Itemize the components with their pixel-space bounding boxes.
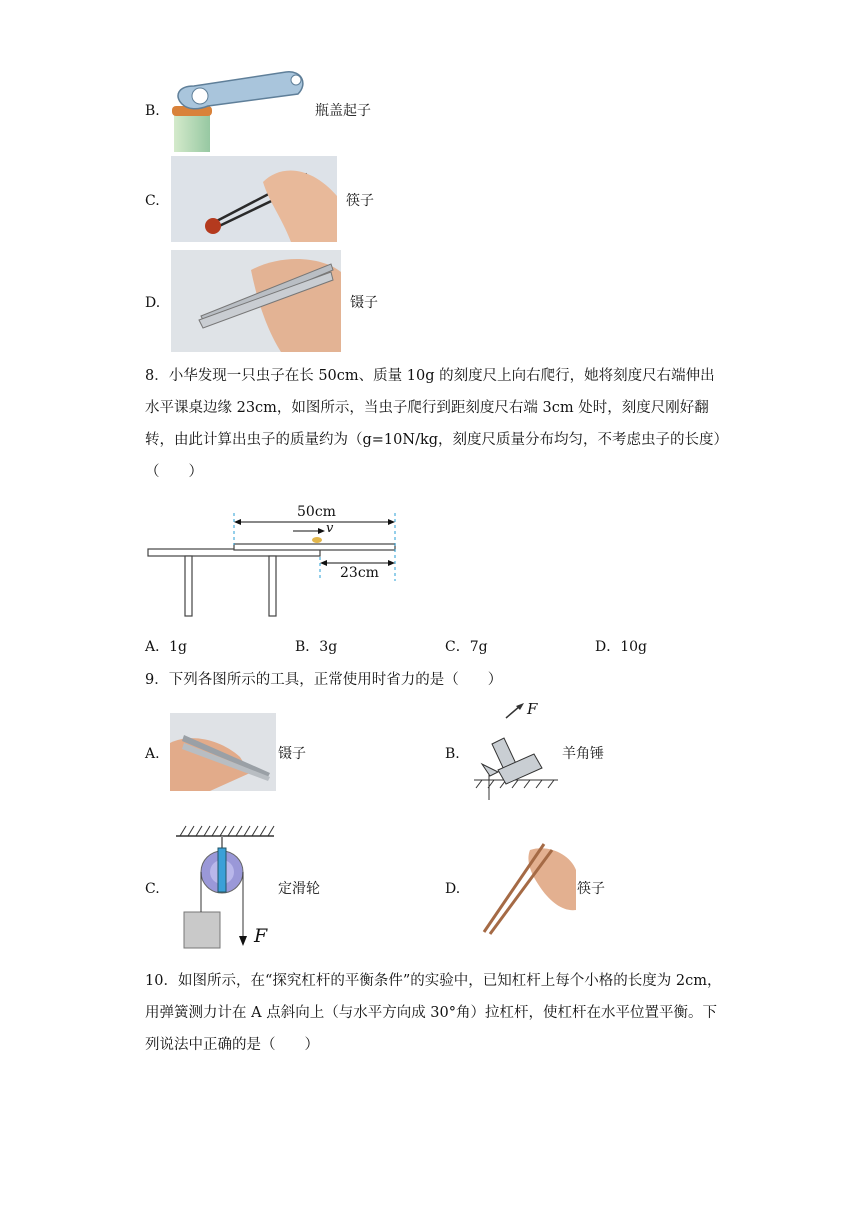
ruler-desk-figure [145,505,405,620]
question-10-text: 10．如图所示，在“探究杠杆的平衡条件”的实验中，已知杠杆上每个小格的长度为 2cm，用弹簧测力计在 A 点斜向上（与水平方向成 30°角）拉杠杆，使杠杆在水平位置平衡。下列说法中正确的是（ ） [145,973,722,1053]
q8-option-b[interactable]: B．3g [295,639,338,655]
q9-option-a-label: 镊子 [278,746,306,762]
bottle-opener-image [168,66,308,152]
q8-option-c[interactable]: C．7g [445,639,488,655]
pulley-force-label: F [254,925,268,947]
velocity-label: v [326,521,334,536]
q9-tweezers-photo [170,713,276,791]
tweezers-photo [171,250,341,352]
q8-option-d[interactable]: D．10g [595,639,648,655]
q9-option-b-letter: B. [445,746,460,762]
question-8-text: 8．小华发现一只虫子在长 50cm、质量 10g 的刻度尺上向右爬行，她将刻度尺右端伸出水平课桌边缘 23cm，如图所示，当虫子爬行到距刻度尺右端 3cm 处时，刻度尺刚好翻转，由此计算出虫子的质量约为（g=10N/kg，刻度尺质量分布均匀，不考虑虫子的长度）（ ） [145,368,721,480]
q9-option-b-label: 羊角锤 [562,746,604,762]
q9-option-a-letter: A. [145,746,160,762]
option-c-label: 筷子 [346,193,374,209]
claw-hammer-figure [472,700,562,800]
option-b-letter: B. [145,103,160,119]
q8-option-a[interactable]: A．1g [145,639,187,655]
q9-option-d-letter: D. [445,881,461,897]
ruler-length-label: 50cm [297,504,336,520]
chopsticks-photo [171,156,337,242]
question-9-text: 9．下列各图所示的工具，正常使用时省力的是（ ） [145,672,503,688]
option-d-letter: D. [145,295,161,311]
option-d-label: 镊子 [350,295,378,311]
option-c-letter: C. [145,193,160,209]
option-b-label: 瓶盖起子 [315,103,371,119]
q9-chopsticks-photo [478,840,576,936]
overhang-length-label: 23cm [340,565,379,581]
q9-option-c-label: 定滑轮 [278,881,320,897]
q9-option-c-letter: C. [145,881,160,897]
hammer-force-label: F [527,700,538,718]
q9-option-d-label: 筷子 [577,881,605,897]
